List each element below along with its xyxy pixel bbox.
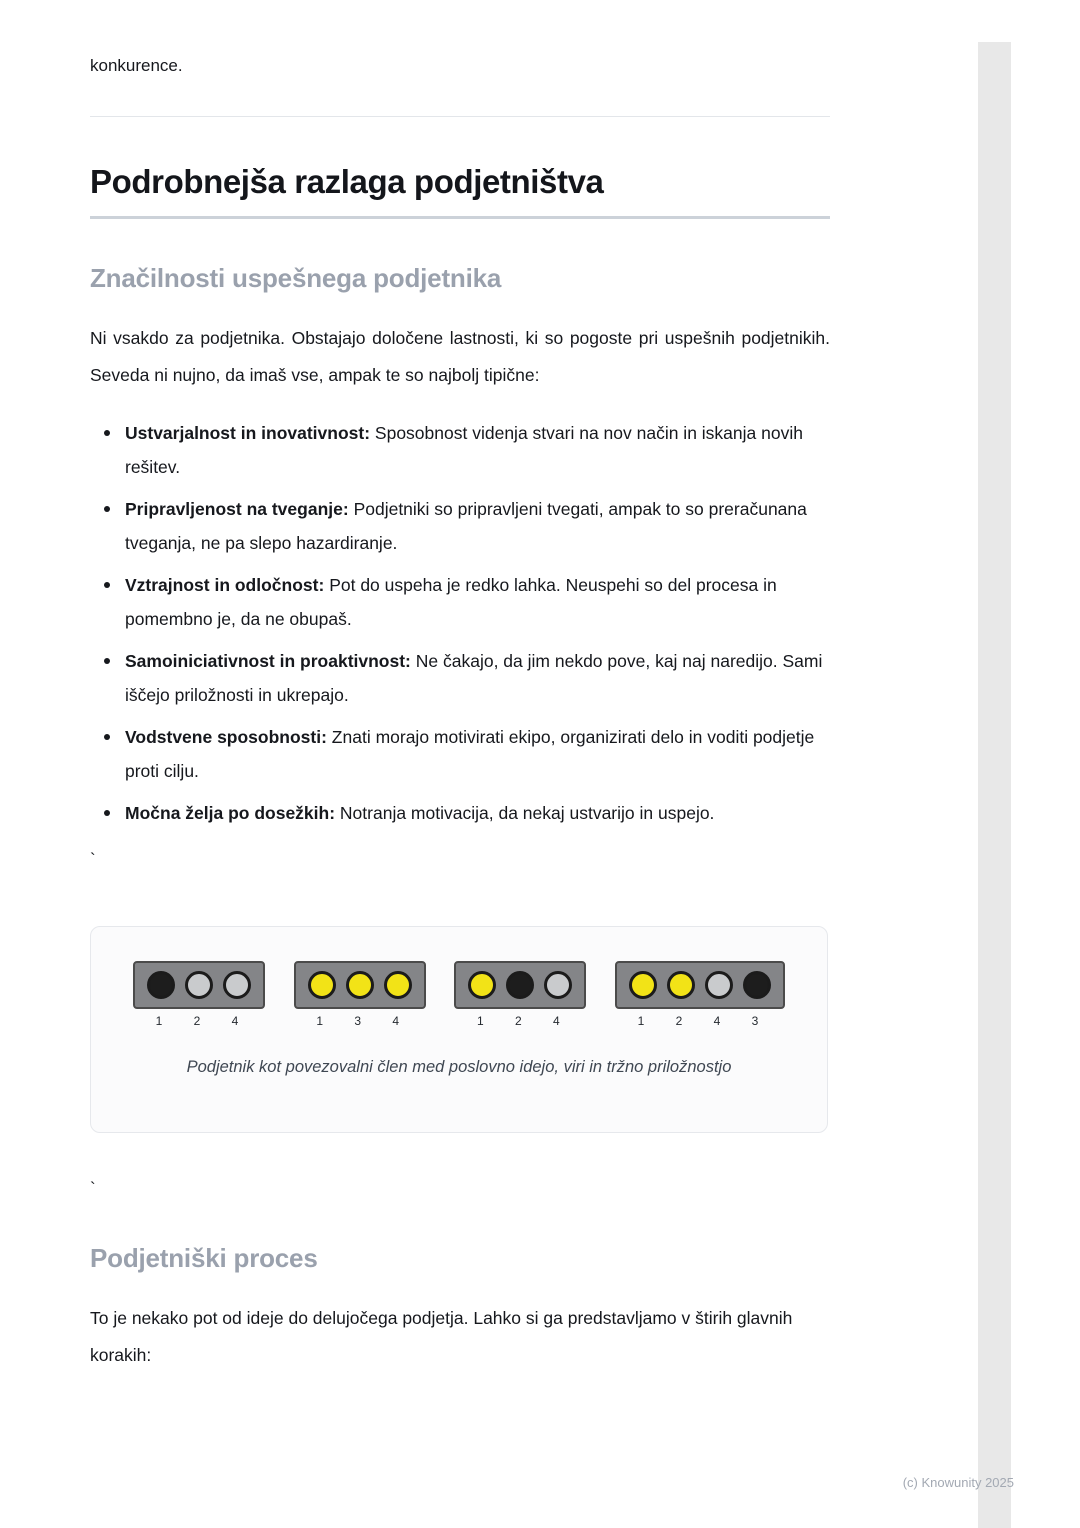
dot-group <box>454 961 586 1028</box>
list-item-label: Vztrajnost in odločnost: <box>125 575 325 595</box>
dot-group <box>133 961 265 1028</box>
dot-number: 1 <box>155 1014 163 1028</box>
dot-number: 4 <box>392 1014 399 1028</box>
dot-numbers <box>454 1009 586 1028</box>
list-item-text: Pot do uspeha je redko lahka. Neuspehi so del procesa in pomembno je, da ne obupaš. <box>125 575 777 629</box>
dot-number: 3 <box>751 1014 759 1028</box>
list-item-text: Podjetniki so pripravljeni tvegati, ampak to so preračunana tveganja, ne pa slepo hazardiranje. <box>125 499 807 553</box>
dot-number: 2 <box>514 1014 522 1028</box>
black-dot-icon <box>147 971 175 999</box>
list-item-label: Samoiniciativnost in proaktivnost: <box>125 651 411 671</box>
section-heading-traits: Značilnosti uspešnega podjetnika <box>90 263 502 293</box>
list-item-label: Vodstvene sposobnosti: <box>125 727 327 747</box>
dot-number: 1 <box>316 1014 323 1028</box>
figure-card <box>90 926 828 1133</box>
yellow-dot-icon <box>308 971 336 999</box>
dot-numbers <box>133 1009 265 1028</box>
footer-credit: (c) Knowunity 2025 <box>902 1475 1014 1490</box>
list-item-text: Ne čakajo, da jim nekdo pove, kaj naj naredijo. Sami iščejo priložnosti in ukrepajo. <box>125 651 823 705</box>
dot-box <box>294 961 426 1009</box>
dot-number: 2 <box>193 1014 201 1028</box>
dot-number: 4 <box>552 1014 560 1028</box>
dot-number: 4 <box>231 1014 239 1028</box>
paragraph-fragment: konkurence. <box>90 56 183 75</box>
silver-dot-icon <box>223 971 251 999</box>
yellow-dot-icon <box>468 971 496 999</box>
list-item-text: Sposobnost videnja stvari na nov način in iskanja novih rešitev. <box>125 423 803 477</box>
yellow-dot-icon <box>384 971 412 999</box>
dots-illustration <box>125 961 793 1028</box>
yellow-dot-icon <box>346 971 374 999</box>
traits-intro: Ni vsakdo za podjetnika. Obstajajo določene lastnosti, ki so pogoste pri uspešnih podjetnikih. Seveda ni nujno, da imaš vse, ampak te so najbolj tipične: <box>90 328 830 385</box>
dot-numbers <box>615 1009 785 1028</box>
section-heading-process: Podjetniški proces <box>90 1243 318 1273</box>
traits-list <box>90 416 830 830</box>
section-divider <box>90 116 830 117</box>
dot-box <box>133 961 265 1009</box>
scrollbar[interactable] <box>978 42 1011 1528</box>
list-item <box>104 492 830 560</box>
stray-mark: ` <box>90 1179 96 1198</box>
list-item-text: Znati morajo motivirati ekipo, organizirati delo in voditi podjetje proti cilju. <box>125 727 815 781</box>
dot-group <box>615 961 785 1028</box>
dot-number: 1 <box>476 1014 484 1028</box>
dot-number: 3 <box>354 1014 361 1028</box>
dot-number: 2 <box>675 1014 683 1028</box>
list-item-label: Močna želja po dosežkih: <box>125 803 336 823</box>
silver-dot-icon <box>705 971 733 999</box>
stray-mark: ` <box>90 850 96 869</box>
page-title: Podrobnejša razlaga podjetništva <box>90 163 830 219</box>
dot-number: 1 <box>637 1014 645 1028</box>
dot-number: 4 <box>713 1014 721 1028</box>
list-item-label: Ustvarjalnost in inovativnost: <box>125 423 371 443</box>
dot-box <box>615 961 785 1009</box>
dot-box <box>454 961 586 1009</box>
dot-numbers <box>294 1009 426 1028</box>
dot-group <box>294 961 426 1028</box>
list-item <box>104 644 830 712</box>
figure-caption: Podjetnik kot povezovalni člen med poslovno idejo, viri in tržno priložnostjo <box>186 1058 732 1076</box>
list-item <box>104 568 830 636</box>
list-item <box>104 796 830 830</box>
document-content <box>90 0 830 1374</box>
yellow-dot-icon <box>667 971 695 999</box>
process-intro: To je nekako pot od ideje do delujočega podjetja. Lahko si ga predstavljamo v štirih glavnih korakih: <box>90 1308 793 1365</box>
silver-dot-icon <box>185 971 213 999</box>
silver-dot-icon <box>544 971 572 999</box>
black-dot-icon <box>506 971 534 999</box>
yellow-dot-icon <box>629 971 657 999</box>
list-item-text: Notranja motivacija, da nekaj ustvarijo in uspejo. <box>339 803 715 823</box>
black-dot-icon <box>743 971 771 999</box>
list-item-label: Pripravljenost na tveganje: <box>125 499 349 519</box>
list-item <box>104 416 830 484</box>
list-item <box>104 720 830 788</box>
